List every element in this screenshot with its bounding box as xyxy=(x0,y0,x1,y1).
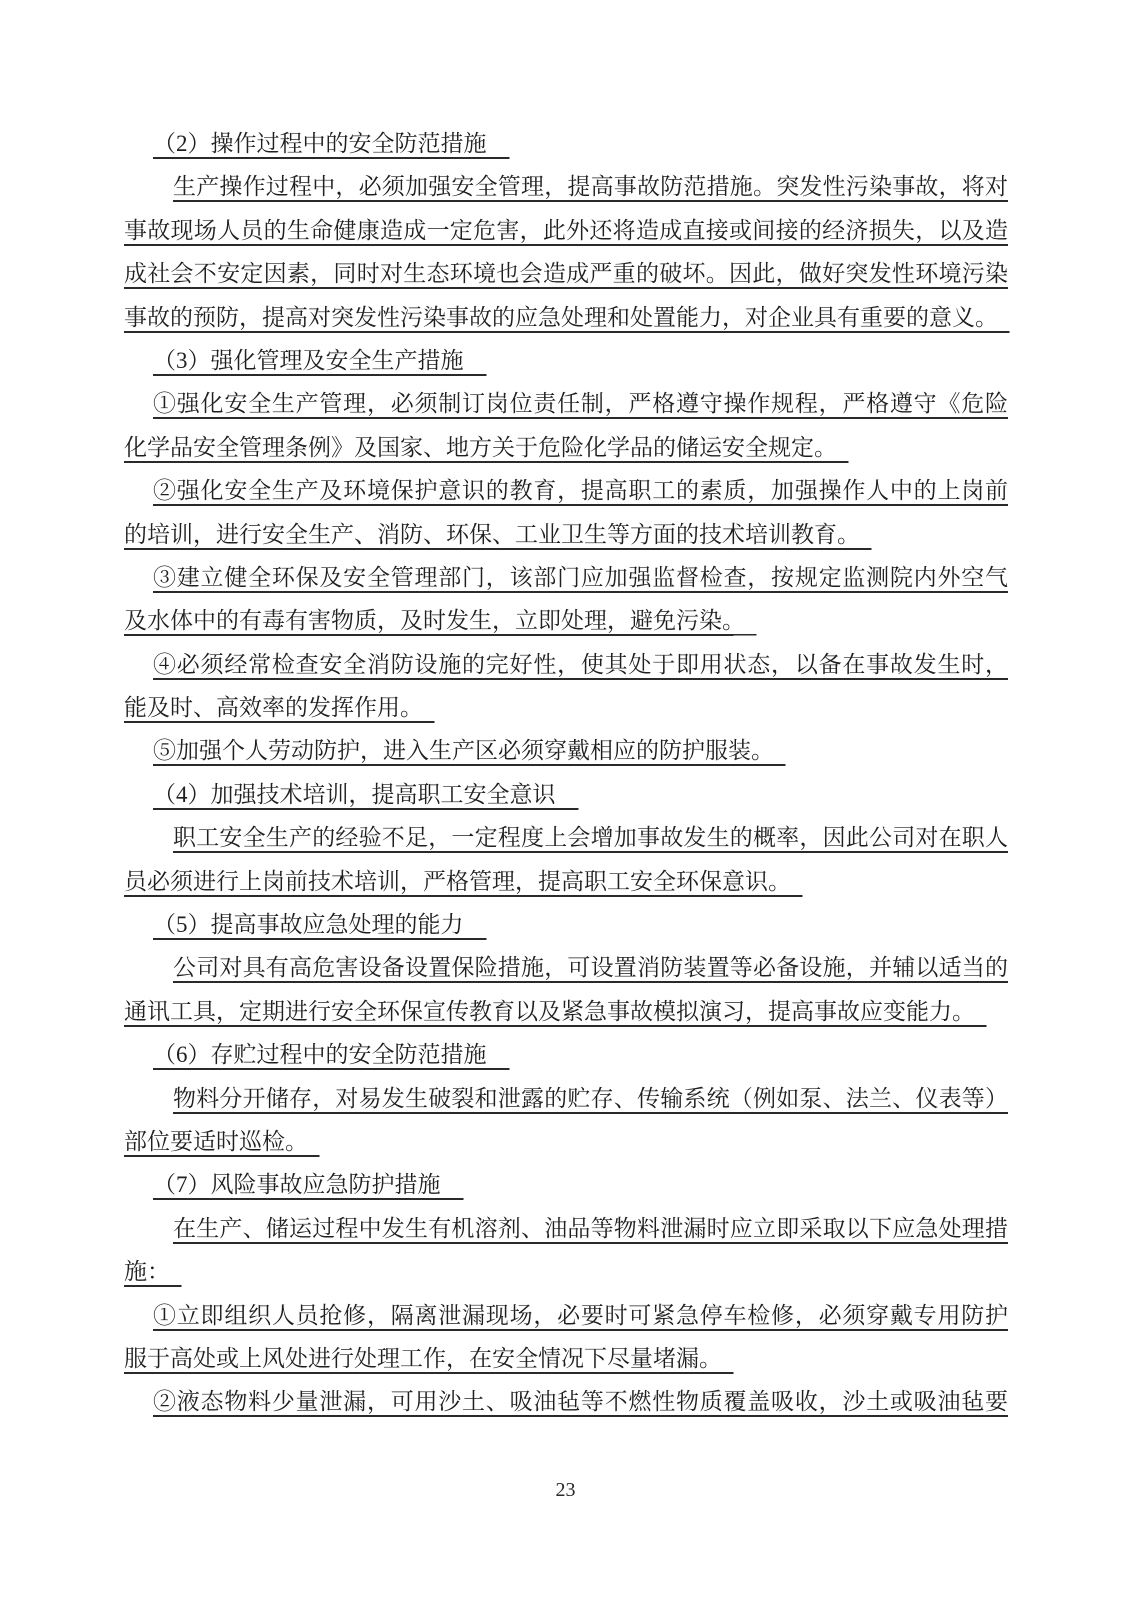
paragraph xyxy=(124,946,1008,1033)
paragraph xyxy=(124,165,1008,339)
document-body xyxy=(124,122,1008,1424)
section-heading xyxy=(124,339,1008,382)
text-line: 及水体中的有毒有害物质，及时发生，立即处理，避免污染。 xyxy=(124,608,734,634)
text-line: （2）操作过程中的安全防范措施 xyxy=(153,131,487,156)
text-line: 能及时、高效率的发挥作用。 xyxy=(124,695,412,721)
text-line: （7）风险事故应急防护措施 xyxy=(153,1172,441,1198)
text-line: ②液态物料少量泄漏，可用沙土、吸油毡等不燃性物质覆盖吸收，沙土或吸油毡要 xyxy=(153,1389,1008,1415)
paragraph xyxy=(124,382,1008,469)
paragraph xyxy=(124,556,1008,643)
paragraph xyxy=(124,469,1008,556)
text-line: 服于高处或上风处进行处理工作，在安全情况下尽量堵漏。 xyxy=(124,1345,711,1371)
text-line: （4）加强技术培训，提高职工安全意识 xyxy=(153,781,556,807)
text-line: 事故的预防，提高对突发性污染事故的应急处理和处置能力，对企业具有重要的意义。 xyxy=(124,304,987,330)
paragraph xyxy=(124,1294,1008,1381)
text-line: 的培训，进行安全生产、消防、环保、工业卫生等方面的技术培训教育。 xyxy=(124,521,849,547)
text-line: （3）强化管理及安全生产措施 xyxy=(153,347,464,373)
section-heading xyxy=(124,1163,1008,1206)
paragraph xyxy=(124,729,1008,772)
paragraph xyxy=(124,1207,1008,1294)
text-line: 部位要适时巡检。 xyxy=(124,1128,297,1154)
section-heading xyxy=(124,903,1008,946)
text-line: ⑤加强个人劳动防护，进入生产区必须穿戴相应的防护服装。 xyxy=(153,738,763,764)
section-heading xyxy=(124,1033,1008,1076)
text-line: ②强化安全生产及环境保护意识的教育，提高职工的素质，加强操作人中的上岗前 xyxy=(153,478,1008,504)
text-line: ③建立健全环保及安全管理部门，该部门应加强监督检查，按规定监测院内外空气 xyxy=(153,564,1008,590)
text-line: （5）提高事故应急处理的能力 xyxy=(153,912,464,938)
text-line: 化学品安全管理条例》及国家、地方关于危险化学品的储运安全规定。 xyxy=(124,434,826,460)
text-line: 公司对具有高危害设备设置保险措施，可设置消防装置等必备设施，并辅以适当的 xyxy=(173,955,1008,981)
section-heading xyxy=(124,773,1008,816)
text-line: ④必须经常检查安全消防设施的完好性，使其处于即用状态，以备在事故发生时， xyxy=(153,651,1008,677)
paragraph xyxy=(124,1380,1008,1423)
text-line: 员必须进行上岗前技术培训，严格管理，提高职工安全环保意识。 xyxy=(124,868,780,894)
text-line: 事故现场人员的生命健康造成一定危害，此外还将造成直接或间接的经济损失，以及造 xyxy=(124,217,1008,243)
page-number: 23 xyxy=(555,1479,576,1501)
text-line: 通讯工具，定期进行安全环保宣传教育以及紧急事故模拟演习，提高事故应变能力。 xyxy=(124,998,964,1024)
text-line: ①强化安全生产管理，必须制订岗位责任制，严格遵守操作规程，严格遵守《危险 xyxy=(153,391,1008,417)
paragraph xyxy=(124,816,1008,903)
text-line: ①立即组织人员抢修，隔离泄漏现场，必要时可紧急停车检修，必须穿戴专用防护 xyxy=(153,1302,1008,1328)
text-line: 职工安全生产的经验不足，一定程度上会增加事故发生的概率，因此公司对在职人 xyxy=(173,825,1008,851)
paragraph xyxy=(124,643,1008,730)
text-line: 生产操作过程中，必须加强安全管理，提高事故防范措施。突发性污染事故，将对 xyxy=(173,174,1008,200)
text-line: 在生产、储运过程中发生有机溶剂、油品等物料泄漏时应立即采取以下应急处理措 xyxy=(173,1215,1008,1241)
section-heading xyxy=(124,122,1008,165)
text-line: 成社会不安定因素，同时对生态环境也会造成严重的破坏。因此，做好突发性环境污染 xyxy=(124,261,1008,287)
text-line: 物料分开储存，对易发生破裂和泄露的贮存、传输系统（例如泵、法兰、仪表等） xyxy=(173,1085,1008,1111)
text-line: 施： xyxy=(124,1259,159,1285)
text-line: （6）存贮过程中的安全防范措施 xyxy=(153,1042,487,1068)
paragraph xyxy=(124,1077,1008,1164)
